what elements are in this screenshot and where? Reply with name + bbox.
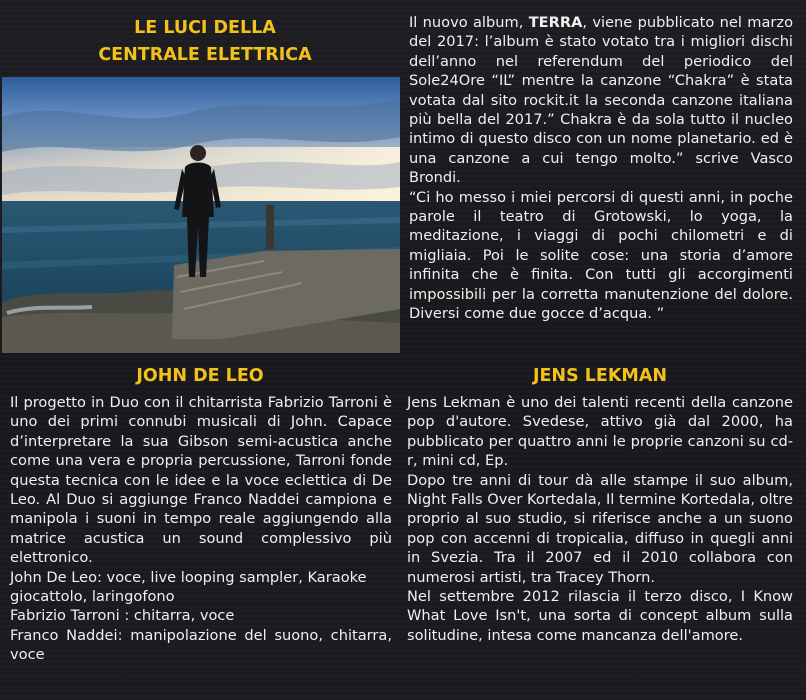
quote-paragraph: “Ci ho messo i miei percorsi di questi anni, in poche parole il teatro di Grotowski, lo yoga, la meditazione, i viaggi di pochi chilometri e di migliaia. Poi le solite cose: una storia d’amore infinita che è finita. Con tutti gli accorgimenti impossibili per la corretta manutenzione del dolore. Diversi come due gocce d’acqua. ” [409, 188, 793, 323]
section-heading-luci-della-centrale [60, 15, 350, 69]
album-paragraph [409, 13, 793, 188]
john-credit-2: Fabrizio Tarroni : chitarra, voce [10, 607, 235, 625]
john-credit-3: Franco Naddei: manipolazione del suono, chitarra, voce [10, 626, 392, 664]
artist-photo [2, 77, 400, 353]
heading-line-2: CENTRALE ELETTRICA [98, 45, 312, 65]
heading-line-1: LE LUCI DELLA [134, 18, 276, 38]
section-heading-john-de-leo: JOHN DE LEO [136, 366, 264, 386]
john-paragraph: Il progetto in Duo con il chitarrista Fabrizio Tarroni è uno dei primi connubi musicali di John. Capace d’interpretare la sua Gibson semi-acustica anche come una vera e propria percussione, Tarroni fonde questa tecnica con le idee e la voce eclettica di De Leo. Al Duo si aggiunge Franco Naddei campiona e manipola i suoni in tempo reale aggiungendo alla matrice acustica un sound complessivo più elettronico. [10, 394, 392, 567]
jens-paragraph-1: Jens Lekman è uno dei talenti recenti della canzone pop d'autore. Svedese, attivo già dal 2000, ha pubblicato per quattro anni le proprie canzoni su cd-r, mini cd, Ep. [407, 394, 793, 470]
album-description: , viene pubblicato nel marzo del 2017: l’album è stato votato tra i migliori dischi dell’anno nel referendum del periodico del Sole24Ore “IL” mentre la canzone “Chakra” è stata votata dal sito rockit.it la seconda canzone italiana più bella del 2017.” Chakra è da sola tutto il nucleo intimo di questo disco con un nome planetario. ed è una canzone a cui tengo molto.” scrive Vasco Brondi. [409, 14, 794, 187]
intro-text: Il nuovo album, [409, 14, 529, 31]
john-credit-1: John De Leo: voce, live looping sampler, Karaoke giocattolo, laringofono [10, 568, 367, 606]
jens-paragraph-3: Nel settembre 2012 rilascia il terzo disco, I Know What Love Isn't, una sorta di concept album sulla solitudine, intesa come mancanza dell'amore. [407, 588, 793, 644]
jens-lekman-text [407, 393, 793, 645]
luci-della-centrale-text [409, 13, 793, 324]
john-de-leo-text [10, 393, 392, 665]
jens-paragraph-2: Dopo tre anni di tour dà alle stampe il suo album, Night Falls Over Kortedala, Il termine Kortedala, oltre proprio al suo studio, si riferisce anche a un suono pop con accenni di tropicalia, diffuso in quegli anni in Svezia. Tra il 2007 ed il 2010 collabora con numerosi artisti, tra Tracey Thorn. [407, 471, 793, 586]
album-title: TERRA [528, 14, 583, 31]
section-heading-jens-lekman: JENS LEKMAN [532, 366, 668, 386]
